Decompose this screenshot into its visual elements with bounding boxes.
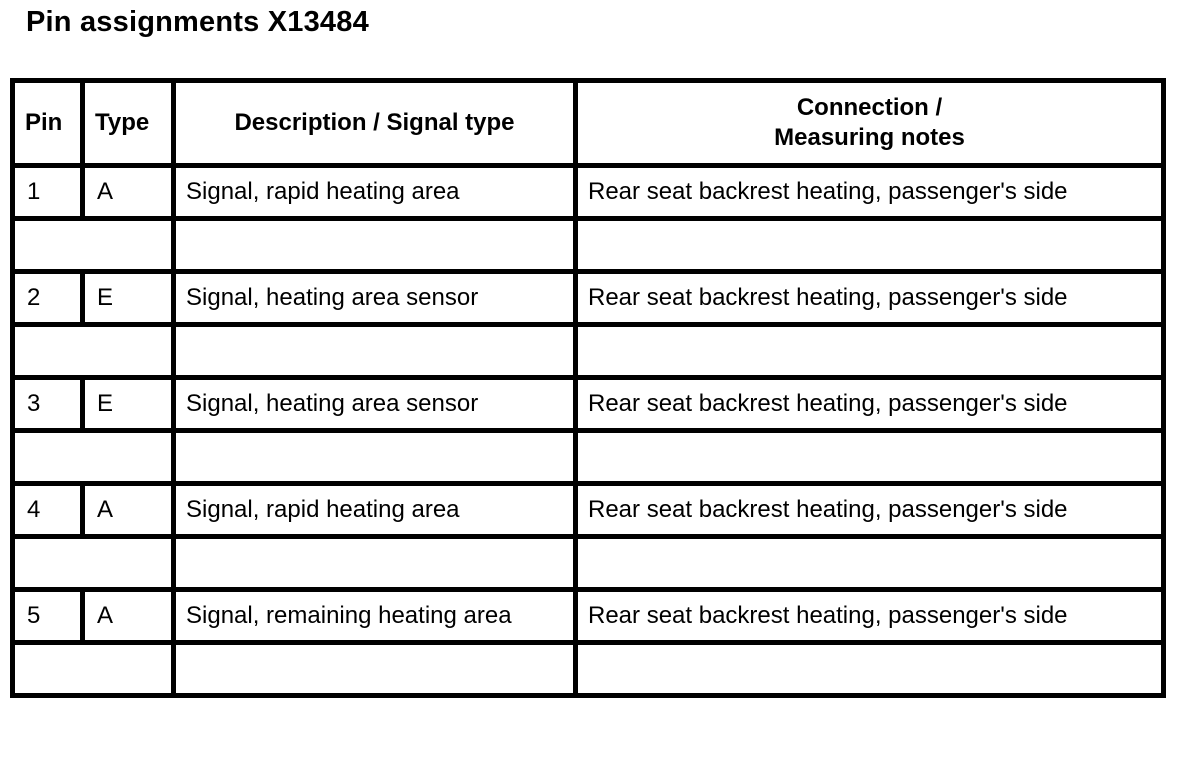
spacer-cell bbox=[13, 537, 174, 590]
table-row bbox=[13, 484, 1164, 537]
cell-description: Signal, rapid heating area bbox=[174, 484, 576, 537]
cell-connection: Rear seat backrest heating, passenger's side bbox=[576, 484, 1164, 537]
cell-pin: 2 bbox=[13, 272, 83, 325]
table-spacer-row bbox=[13, 219, 1164, 272]
cell-pin: 5 bbox=[13, 590, 83, 643]
cell-connection: Rear seat backrest heating, passenger's side bbox=[576, 590, 1164, 643]
cell-type: E bbox=[83, 378, 174, 431]
spacer-cell bbox=[174, 643, 576, 696]
cell-description: Signal, rapid heating area bbox=[174, 166, 576, 219]
header-description: Description / Signal type bbox=[174, 81, 576, 166]
spacer-cell bbox=[174, 431, 576, 484]
spacer-cell bbox=[174, 537, 576, 590]
spacer-cell bbox=[13, 431, 174, 484]
cell-type: E bbox=[83, 272, 174, 325]
table-row bbox=[13, 272, 1164, 325]
pin-assignment-table bbox=[10, 78, 1166, 698]
spacer-cell bbox=[13, 325, 174, 378]
spacer-cell bbox=[13, 219, 174, 272]
cell-description: Signal, remaining heating area bbox=[174, 590, 576, 643]
table-spacer-row bbox=[13, 643, 1164, 696]
table-row bbox=[13, 166, 1164, 219]
cell-type: A bbox=[83, 166, 174, 219]
page-title: Pin assignments X13484 bbox=[26, 6, 369, 38]
header-type: Type bbox=[83, 81, 174, 166]
cell-pin: 4 bbox=[13, 484, 83, 537]
cell-connection: Rear seat backrest heating, passenger's side bbox=[576, 166, 1164, 219]
spacer-cell bbox=[576, 643, 1164, 696]
table-spacer-row bbox=[13, 325, 1164, 378]
table-spacer-row bbox=[13, 537, 1164, 590]
table-header-row bbox=[13, 81, 1164, 166]
cell-connection: Rear seat backrest heating, passenger's side bbox=[576, 378, 1164, 431]
spacer-cell bbox=[576, 219, 1164, 272]
spacer-cell bbox=[576, 537, 1164, 590]
header-pin: Pin bbox=[13, 81, 83, 166]
cell-type: A bbox=[83, 484, 174, 537]
table-spacer-row bbox=[13, 431, 1164, 484]
header-connection-line2: Measuring notes bbox=[774, 124, 965, 151]
cell-type: A bbox=[83, 590, 174, 643]
cell-connection: Rear seat backrest heating, passenger's side bbox=[576, 272, 1164, 325]
header-connection bbox=[576, 81, 1164, 166]
cell-pin: 1 bbox=[13, 166, 83, 219]
spacer-cell bbox=[174, 325, 576, 378]
spacer-cell bbox=[174, 219, 576, 272]
header-connection-line1: Connection / bbox=[796, 94, 943, 121]
spacer-cell bbox=[13, 643, 174, 696]
spacer-cell bbox=[576, 431, 1164, 484]
cell-description: Signal, heating area sensor bbox=[174, 378, 576, 431]
cell-description: Signal, heating area sensor bbox=[174, 272, 576, 325]
spacer-cell bbox=[576, 325, 1164, 378]
table-row bbox=[13, 378, 1164, 431]
table-row bbox=[13, 590, 1164, 643]
cell-pin: 3 bbox=[13, 378, 83, 431]
